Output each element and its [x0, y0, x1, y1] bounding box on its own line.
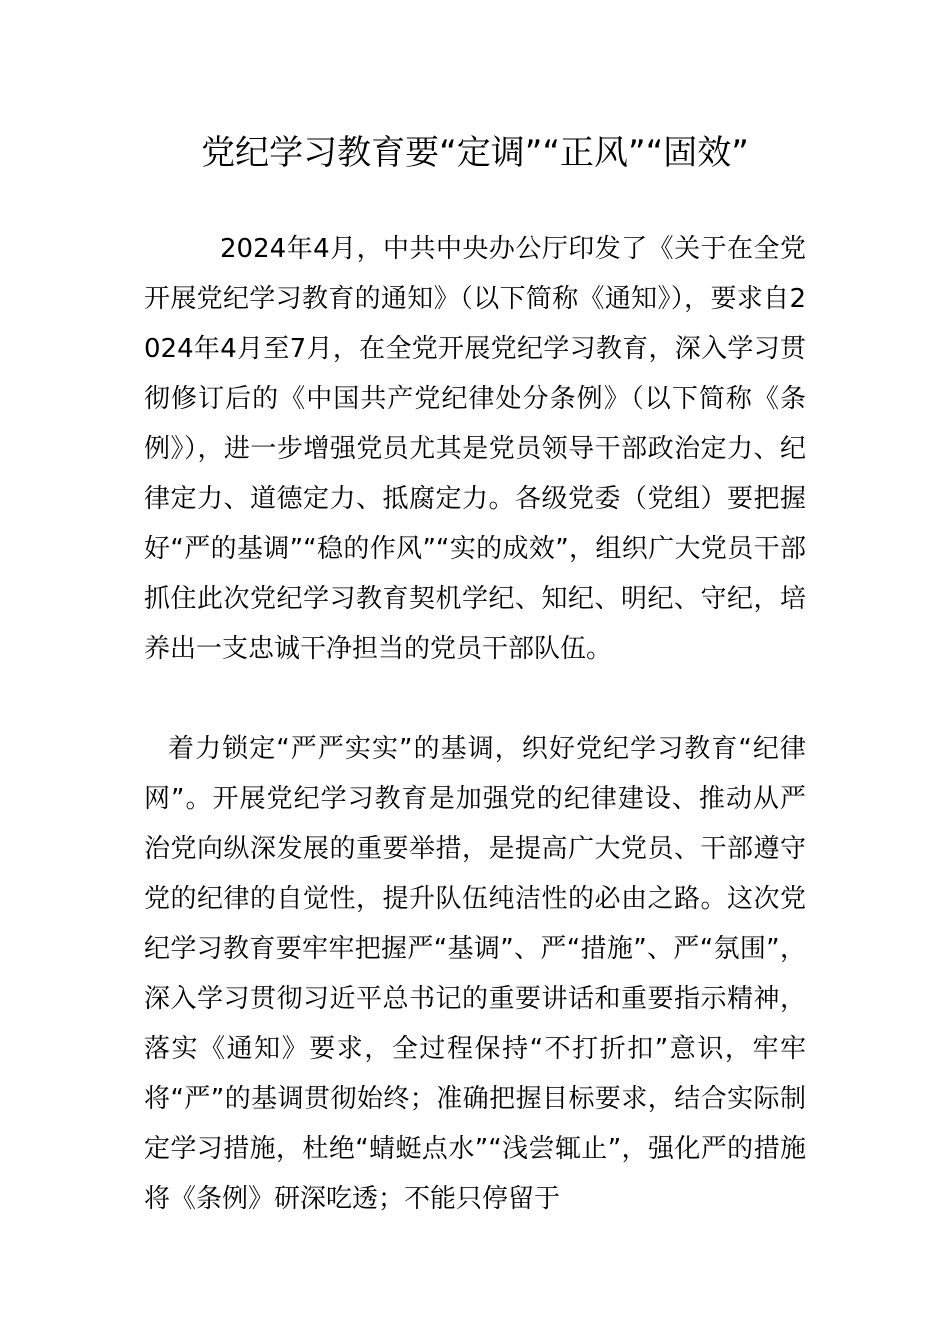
paragraph-1: 2024年4月，中共中央办公厅印发了《关于在全党开展党纪学习教育的通知》（以下简称《通知》），要求自2024年4月至7月，在全党开展党纪学习教育，深入学习贯彻修订后的《中国共产党纪律处分条例》（以下简称《条例》），进一步增强党员尤其是党员领导干部政治定力、纪律定力、道德定力、抵腐定力。各级党委（党组）要把握好“严的基调”“稳的作风”“实的成效”，组织广大党员干部抓住此次党纪学习教育契机学纪、知纪、明纪、守纪，培养出一支忠诚干净担当的党员干部队伍。	[144, 234, 806, 664]
paragraph-2: 着力锁定“严严实实”的基调，织好党纪学习教育“纪律网”。开展党纪学习教育是加强党的纪律建设、推动从严治党向纵深发展的重要举措，是提高广大党员、干部遵守党的纪律的自觉性，提升队伍纯洁性的必由之路。这次党纪学习教育要牢牢把握严“基调”、严“措施”、严“氛围”，深入学习贯彻习近平总书记的重要讲话和重要指示精神，落实《通知》要求，全过程保持“不打折扣”意识，牢牢将“严”的基调贯彻始终；准确把握目标要求，结合实际制定学习措施，杜绝“蜻蜓点水”“浅尝辄止”，强化严的措施将《条例》研深吃透；不能只停留于	[144, 734, 806, 1214]
document-title: 党纪学习教育要“定调”“正风”“固效”	[201, 133, 749, 173]
